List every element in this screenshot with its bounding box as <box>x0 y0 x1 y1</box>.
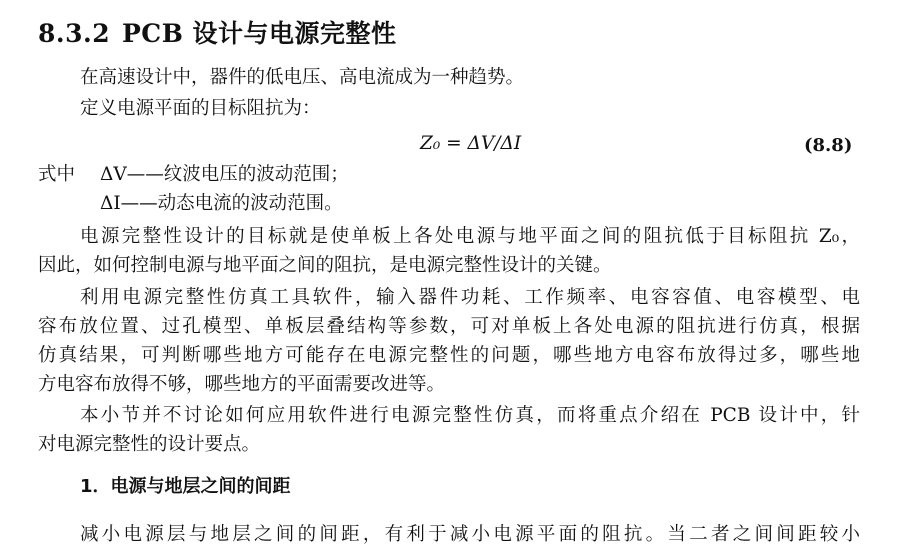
equation: Z₀ = ΔV/ΔI <box>420 133 522 154</box>
paragraph-line: 因此，如何控制电源与地平面之间的阻抗，是电源完整性设计的关键。 <box>38 255 612 276</box>
subsection-heading: 1．电源与地层之间的间距 <box>80 476 291 497</box>
paragraph-line: 减小电源层与地层之间的间距，有利于减小电源平面的阻抗。当二者之间间距较小 <box>80 524 860 545</box>
paragraph-line: 在高速设计中，器件的低电压、高电流成为一种趋势。 <box>80 67 525 88</box>
section-heading <box>38 14 397 50</box>
paragraph-line: 本小节并不讨论如何应用软件进行电源完整性仿真，而将重点介绍在 PCB 设计中，针 <box>80 405 860 426</box>
section-title: PCB 设计与电源完整性 <box>122 19 397 48</box>
paragraph-line: 仿真结果，可判断哪些地方可能存在电源完整性的问题，哪些地方电容布放得过多，哪些地 <box>38 345 860 366</box>
variable-definition: ΔI——动态电流的波动范围。 <box>100 193 343 214</box>
paragraph-line: 定义电源平面的目标阻抗为： <box>80 98 321 119</box>
paragraph-line: 对电源完整性的设计要点。 <box>38 434 261 455</box>
variable-definition: ΔV——纹波电压的波动范围； <box>100 164 349 185</box>
section-number: 8.3.2 <box>38 19 111 48</box>
where-label: 式中 <box>38 164 76 185</box>
paragraph-line: 容布放位置、过孔模型、单板层叠结构等参数，可对单板上各处电源的阻抗进行仿真，根据 <box>38 316 860 337</box>
paragraph-line: 电源完整性设计的目标就是使单板上各处电源与地平面之间的阻抗低于目标阻抗 Z₀， <box>80 226 860 247</box>
paragraph-line: 利用电源完整性仿真工具软件，输入器件功耗、工作频率、电容容值、电容模型、电 <box>80 287 860 308</box>
equation-number: (8.8) <box>804 135 853 156</box>
paragraph-line: 方电容布放得不够，哪些地方的平面需要改进等。 <box>38 374 446 395</box>
